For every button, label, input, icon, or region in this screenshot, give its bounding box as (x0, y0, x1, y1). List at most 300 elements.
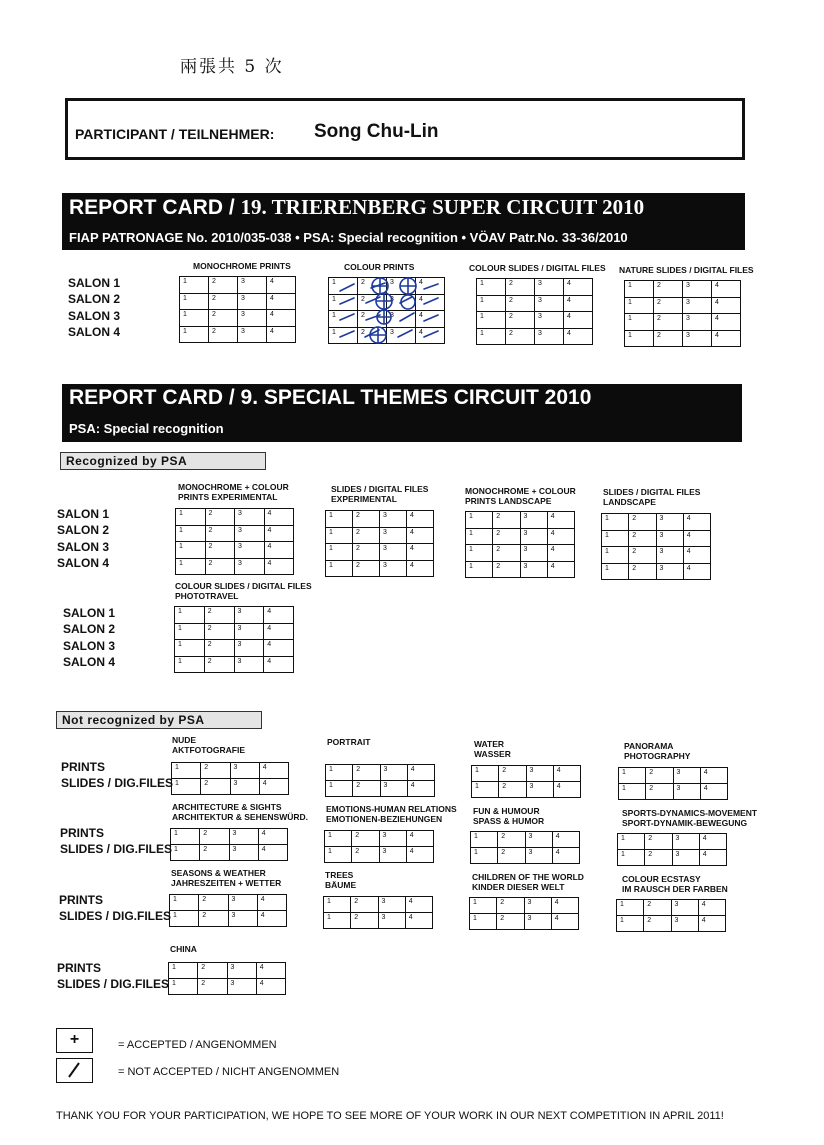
grid-cell: 4 (264, 623, 294, 640)
col-phototravel (175, 582, 312, 601)
grid-cell: 4 (416, 311, 445, 328)
grid-cell: 4 (257, 911, 286, 927)
grid-cell: 1 (329, 327, 358, 344)
grid-cell: 4 (407, 511, 434, 528)
col-line: SLIDES / DIGITAL FILES (331, 484, 429, 494)
grid-row (324, 897, 433, 913)
grid-mono-colour-experimental (175, 508, 294, 575)
grid-cell: 1 (171, 829, 200, 845)
grid-cell: 1 (466, 512, 493, 529)
grid-cell: 3 (229, 845, 258, 861)
grid-row (325, 831, 434, 847)
grid-cell: 4 (405, 913, 432, 929)
grid-cell: 4 (698, 916, 725, 932)
grid-cell: 3 (683, 297, 712, 314)
grid-row (625, 281, 741, 298)
grid-row (466, 545, 575, 562)
grid-row (324, 913, 433, 929)
grid-row (471, 832, 580, 848)
grid-cell: 2 (497, 914, 524, 930)
theme-line: ARCHITECTURE & SIGHTS (172, 802, 282, 812)
grid-cell: 4 (416, 327, 445, 344)
grid-fun-humour (470, 831, 580, 864)
grid-colour-ecstasy (616, 899, 726, 932)
grid-cell: 1 (618, 850, 645, 866)
report-card-2-heading: REPORT CARD (69, 386, 224, 409)
grid-cell: 2 (493, 545, 520, 562)
grid-slides-landscape (601, 513, 711, 580)
grid-row (618, 834, 727, 850)
grid-row (470, 914, 579, 930)
grid-cell: 3 (535, 328, 564, 345)
grid-row (170, 895, 287, 911)
participant-name: Song Chu-Lin (314, 121, 439, 142)
theme-colour-ecstasy (622, 875, 728, 894)
grid-cell: 3 (234, 607, 264, 624)
grid-cell: 3 (656, 547, 683, 564)
salon-label: SALON 2 (63, 622, 116, 637)
grid-cell: 1 (329, 278, 358, 295)
grid-cell: 4 (552, 832, 579, 848)
grid-cell: 4 (553, 782, 580, 798)
grid-cell: 1 (324, 913, 351, 929)
theme-fun-humour (473, 807, 544, 826)
grid-cell: 3 (673, 768, 700, 784)
grid-cell: 3 (673, 784, 700, 800)
grid-cell: 2 (645, 850, 672, 866)
recognized-psa-tag: Recognized by PSA (60, 452, 266, 470)
grid-row (619, 768, 728, 784)
grid-cell: 2 (209, 326, 238, 343)
grid-row (175, 607, 294, 624)
grid-cell: 2 (493, 561, 520, 578)
grid-cell: 2 (646, 768, 673, 784)
theme-line: ARCHITEKTUR & SEHENSWÜRD. (172, 811, 308, 822)
salon-label: SALON 3 (63, 638, 116, 653)
grid-cell: 2 (498, 832, 525, 848)
grid-cell: 4 (264, 656, 294, 673)
report-card-2-title: 9. SPECIAL THEMES CIRCUIT 2010 (240, 386, 592, 409)
grid-cell: 1 (466, 528, 493, 545)
grid-cell: 1 (176, 525, 206, 542)
grid-cell: 4 (700, 768, 727, 784)
grid-cell: 2 (506, 328, 535, 345)
grid-cell: 2 (493, 512, 520, 529)
grid-cell: 3 (230, 779, 259, 795)
grid-cell: 4 (712, 281, 741, 298)
grid-cell: 2 (353, 511, 380, 528)
grid-china (168, 962, 286, 995)
grid-cell: 3 (672, 834, 699, 850)
grid-cell: 1 (172, 779, 201, 795)
grid-cell: 4 (407, 781, 434, 797)
grid-cell: 4 (258, 845, 287, 861)
row-label: PRINTS (61, 760, 106, 774)
grid-cell: 3 (228, 895, 257, 911)
grid-row (171, 829, 288, 845)
grid-row (619, 784, 728, 800)
theme-line: SPASS & HUMOR (473, 815, 545, 826)
col-line: PRINTS LANDSCAPE (465, 495, 552, 506)
row-label: PRINTS (59, 893, 104, 907)
grid-cell: 3 (656, 530, 683, 547)
row-label: SLIDES / DIG.FILES (59, 909, 172, 924)
grid-cell: 3 (238, 326, 267, 343)
grid-row (180, 293, 296, 310)
card1-salon-labels (68, 275, 120, 340)
card2-salon-labels-b (63, 605, 115, 670)
theme-line: SEASONS & WEATHER (171, 868, 266, 878)
grid-cell: 2 (201, 763, 230, 779)
theme-line: KINDER DIESER WELT (472, 881, 565, 892)
grid-cell: 1 (329, 294, 358, 311)
grid-cell: 1 (172, 763, 201, 779)
grid-cell: 4 (264, 525, 294, 542)
grid-cell: 2 (352, 847, 379, 863)
grid-cell: 2 (654, 330, 683, 347)
grid-cell: 1 (326, 765, 353, 781)
grid-row (172, 763, 289, 779)
grid-cell: 1 (477, 328, 506, 345)
col-line: MONOCHROME + COLOUR (465, 486, 576, 496)
grid-row (325, 847, 434, 863)
grid-cell: 1 (625, 330, 654, 347)
grid-cell: 1 (477, 279, 506, 296)
grid-cell: 1 (602, 530, 629, 547)
grid-cell: 2 (199, 911, 228, 927)
grid-cell: 1 (176, 542, 206, 559)
grid-row (625, 330, 741, 347)
grid-cell: 2 (351, 897, 378, 913)
grid-row (176, 558, 294, 575)
grid-cell: 2 (629, 514, 656, 531)
grid-cell: 3 (683, 314, 712, 331)
row-labels-3 (59, 892, 171, 925)
grid-cell: 3 (520, 561, 547, 578)
grid-cell: 3 (387, 311, 416, 328)
accepted-legend-text: = ACCEPTED / ANGENOMMEN (118, 1039, 277, 1051)
grid-cell: 2 (204, 623, 234, 640)
grid-row (602, 547, 711, 564)
grid-cell: 3 (235, 542, 265, 559)
grid-cell: 2 (644, 916, 671, 932)
grid-row (326, 781, 435, 797)
grid-cell: 2 (209, 277, 238, 294)
grid-cell: 4 (712, 297, 741, 314)
theme-nude (172, 736, 245, 755)
footer-message: THANK YOU FOR YOUR PARTICIPATION, WE HOPE TO SEE MORE OF YOUR WORK IN OUR NEXT COMPETITION IN APRIL 2011! (56, 1110, 724, 1122)
grid-row (625, 314, 741, 331)
grid-cell: 4 (259, 763, 288, 779)
grid-cell: 2 (205, 542, 235, 559)
row-label: PRINTS (57, 961, 102, 975)
grid-cell: 3 (235, 509, 265, 526)
grid-cell: 2 (209, 310, 238, 327)
col-line: LANDSCAPE (603, 496, 656, 507)
col-slides-experimental (331, 485, 428, 504)
grid-monochrome-prints (179, 276, 296, 343)
grid-cell: 1 (170, 895, 199, 911)
grid-cell: 3 (234, 623, 264, 640)
grid-cell: 4 (264, 640, 294, 657)
grid-cell: 3 (230, 763, 259, 779)
grid-cell: 3 (379, 847, 406, 863)
theme-china (170, 945, 197, 955)
grid-cell: 2 (654, 297, 683, 314)
col-mono-colour-landscape (465, 487, 576, 506)
accepted-symbol-box: + (56, 1028, 93, 1053)
grid-row (470, 898, 579, 914)
report-card-1-title: 19. TRIERENBERG SUPER CIRCUIT 2010 (240, 195, 645, 219)
grid-row (172, 779, 289, 795)
grid-cell: 2 (497, 898, 524, 914)
grid-row (326, 527, 434, 544)
report-card-2-banner: REPORT CARD / 9. SPECIAL THEMES CIRCUIT 2010 PSA: Special recognition (62, 384, 742, 442)
grid-colour-slides (476, 278, 593, 345)
grid-cell: 3 (235, 525, 265, 542)
grid-cell: 4 (699, 850, 726, 866)
theme-portrait (327, 738, 370, 748)
grid-seasons (169, 894, 287, 927)
grid-cell: 1 (176, 509, 206, 526)
grid-row (466, 561, 575, 578)
grid-row (176, 542, 294, 559)
grid-cell: 4 (407, 560, 434, 577)
grid-cell: 1 (326, 527, 353, 544)
grid-cell: 4 (683, 563, 710, 580)
report-card-2-subtitle: PSA: Special recognition (69, 421, 224, 436)
grid-cell: 2 (629, 530, 656, 547)
salon-label: SALON 2 (68, 292, 121, 307)
participant-label: PARTICIPANT / TEILNEHMER: (75, 126, 275, 142)
theme-line: AKTFOTOGRAFIE (172, 744, 246, 755)
grid-children (469, 897, 579, 930)
grid-cell: 3 (525, 832, 552, 848)
handwritten-marks (328, 277, 448, 347)
grid-cell: 2 (499, 782, 526, 798)
grid-cell: 1 (602, 563, 629, 580)
grid-cell: 4 (257, 895, 286, 911)
grid-cell: 3 (520, 512, 547, 529)
grid-row (326, 511, 434, 528)
grid-row (466, 528, 575, 545)
theme-water (474, 740, 511, 759)
grid-cell: 3 (380, 781, 407, 797)
grid-row (471, 848, 580, 864)
salon-label: SALON 1 (57, 507, 110, 521)
grid-architecture (170, 828, 288, 861)
grid-cell: 2 (493, 528, 520, 545)
grid-cell: 3 (671, 900, 698, 916)
grid-cell: 3 (387, 327, 416, 344)
theme-line: COLOUR ECSTASY (622, 874, 701, 884)
theme-line: NUDE (172, 735, 197, 745)
grid-cell: 1 (617, 900, 644, 916)
theme-emotions (326, 805, 457, 824)
grid-cell: 1 (170, 911, 199, 927)
salon-label: SALON 1 (68, 276, 121, 290)
grid-cell: 1 (180, 293, 209, 310)
grid-cell: 3 (535, 312, 564, 329)
grid-cell: 2 (200, 829, 229, 845)
grid-cell: 3 (238, 310, 267, 327)
grid-row (180, 277, 296, 294)
grid-cell: 3 (235, 558, 265, 575)
salon-label: SALON 1 (63, 606, 116, 620)
grid-row (466, 512, 575, 529)
grid-cell: 3 (379, 831, 406, 847)
card2-salon-labels (57, 506, 109, 571)
theme-line: BÄUME (325, 879, 357, 890)
grid-portrait (325, 764, 435, 797)
grid-cell: 3 (535, 295, 564, 312)
grid-cell: 4 (547, 512, 574, 529)
grid-cell: 3 (380, 511, 407, 528)
grid-row (477, 295, 593, 312)
grid-row (175, 640, 294, 657)
grid-cell: 2 (629, 563, 656, 580)
grid-cell: 3 (671, 916, 698, 932)
grid-cell: 4 (256, 979, 285, 995)
grid-cell: 3 (227, 979, 256, 995)
grid-cell: 2 (498, 848, 525, 864)
theme-line: EMOTIONS-HUMAN RELATIONS (326, 804, 457, 814)
grid-cell: 2 (201, 779, 230, 795)
grid-cell: 3 (672, 850, 699, 866)
grid-cell: 4 (700, 784, 727, 800)
grid-cell: 2 (353, 765, 380, 781)
grid-cell: 3 (683, 281, 712, 298)
theme-line: IM RAUSCH DER FARBEN (622, 883, 728, 894)
grid-row (326, 765, 435, 781)
salon-label: SALON 3 (68, 308, 121, 323)
grid-cell: 3 (525, 848, 552, 864)
grid-cell: 2 (506, 312, 535, 329)
not-accepted-symbol-box (56, 1058, 93, 1083)
grid-cell: 1 (180, 326, 209, 343)
grid-cell: 1 (472, 766, 499, 782)
grid-cell: 3 (238, 277, 267, 294)
salon-label: SALON 4 (63, 654, 116, 669)
grid-cell: 2 (204, 656, 234, 673)
row-label: SLIDES / DIG.FILES (60, 842, 173, 857)
grid-cell: 4 (547, 561, 574, 578)
grid-cell: 1 (618, 834, 645, 850)
grid-cell: 2 (654, 281, 683, 298)
grid-cell: 2 (353, 560, 380, 577)
grid-cell: 4 (547, 528, 574, 545)
report-card-1-heading: REPORT CARD (69, 196, 224, 219)
col-line: EXPERIMENTAL (331, 493, 397, 504)
slash-icon (57, 1059, 91, 1081)
col-line: MONOCHROME + COLOUR (178, 482, 289, 492)
grid-cell: 2 (645, 834, 672, 850)
row-labels-4 (57, 960, 169, 993)
grid-row (169, 963, 286, 979)
grid-cell: 4 (407, 765, 434, 781)
grid-cell: 4 (259, 779, 288, 795)
grid-cell: 4 (564, 328, 593, 345)
grid-cell: 2 (358, 294, 387, 311)
grid-row (176, 509, 294, 526)
grid-row (169, 979, 286, 995)
col-line: PHOTOTRAVEL (175, 590, 239, 601)
grid-cell: 3 (656, 514, 683, 531)
grid-cell: 3 (378, 897, 405, 913)
not-recognized-psa-tag: Not recognized by PSA (56, 711, 262, 729)
grid-cell: 1 (471, 832, 498, 848)
grid-cell: 4 (551, 914, 578, 930)
grid-cell: 4 (267, 277, 296, 294)
salon-label: SALON 3 (57, 539, 110, 554)
grid-cell: 4 (712, 330, 741, 347)
grid-cell: 4 (552, 848, 579, 864)
grid-cell: 4 (407, 544, 434, 561)
grid-cell: 4 (553, 766, 580, 782)
theme-line: TREES (325, 870, 354, 880)
row-labels-2 (60, 825, 172, 858)
theme-architecture (172, 803, 308, 822)
grid-row (472, 766, 581, 782)
grid-cell: 2 (352, 831, 379, 847)
grid-cell: 1 (625, 314, 654, 331)
grid-cell: 2 (205, 525, 235, 542)
grid-cell: 1 (329, 311, 358, 328)
grid-cell: 3 (387, 294, 416, 311)
salon-label: SALON 4 (68, 324, 121, 339)
grid-cell: 4 (547, 545, 574, 562)
grid-cell: 2 (644, 900, 671, 916)
grid-row (180, 310, 296, 327)
grid-cell: 3 (520, 545, 547, 562)
row-label: PRINTS (60, 826, 105, 840)
grid-cell: 1 (180, 310, 209, 327)
grid-cell: 1 (466, 561, 493, 578)
grid-cell: 4 (258, 829, 287, 845)
grid-cell: 4 (256, 963, 285, 979)
grid-cell: 1 (602, 514, 629, 531)
grid-cell: 2 (204, 640, 234, 657)
grid-cell: 1 (175, 656, 205, 673)
grid-cell: 2 (646, 784, 673, 800)
grid-cell: 2 (205, 509, 235, 526)
grid-cell: 4 (406, 831, 433, 847)
grid-cell: 3 (526, 766, 553, 782)
theme-line: CHINA (170, 944, 197, 954)
report-card-1-subtitle: FIAP PATRONAGE No. 2010/035-038 • PSA: Special recognition • VÖAV Patr.No. 33-36/2010 (69, 230, 628, 245)
grid-cell: 3 (238, 293, 267, 310)
grid-cell: 2 (198, 963, 227, 979)
grid-cell: 4 (267, 293, 296, 310)
col-line: SLIDES / DIGITAL FILES (603, 487, 701, 497)
grid-cell: 1 (326, 560, 353, 577)
col-line: PRINTS EXPERIMENTAL (178, 491, 278, 502)
grid-row (171, 845, 288, 861)
theme-line: PORTRAIT (327, 737, 371, 747)
theme-panorama (624, 742, 690, 761)
grid-cell: 2 (506, 295, 535, 312)
theme-line: WASSER (474, 748, 511, 759)
grid-cell: 3 (535, 279, 564, 296)
grid-cell: 3 (524, 914, 551, 930)
grid-cell: 4 (264, 607, 294, 624)
grid-cell: 4 (699, 834, 726, 850)
grid-sports (617, 833, 727, 866)
grid-cell: 1 (169, 979, 198, 995)
theme-line: SPORTS-DYNAMICS-MOVEMENT (622, 808, 758, 818)
theme-line: WATER (474, 739, 505, 749)
grid-cell: 2 (205, 558, 235, 575)
